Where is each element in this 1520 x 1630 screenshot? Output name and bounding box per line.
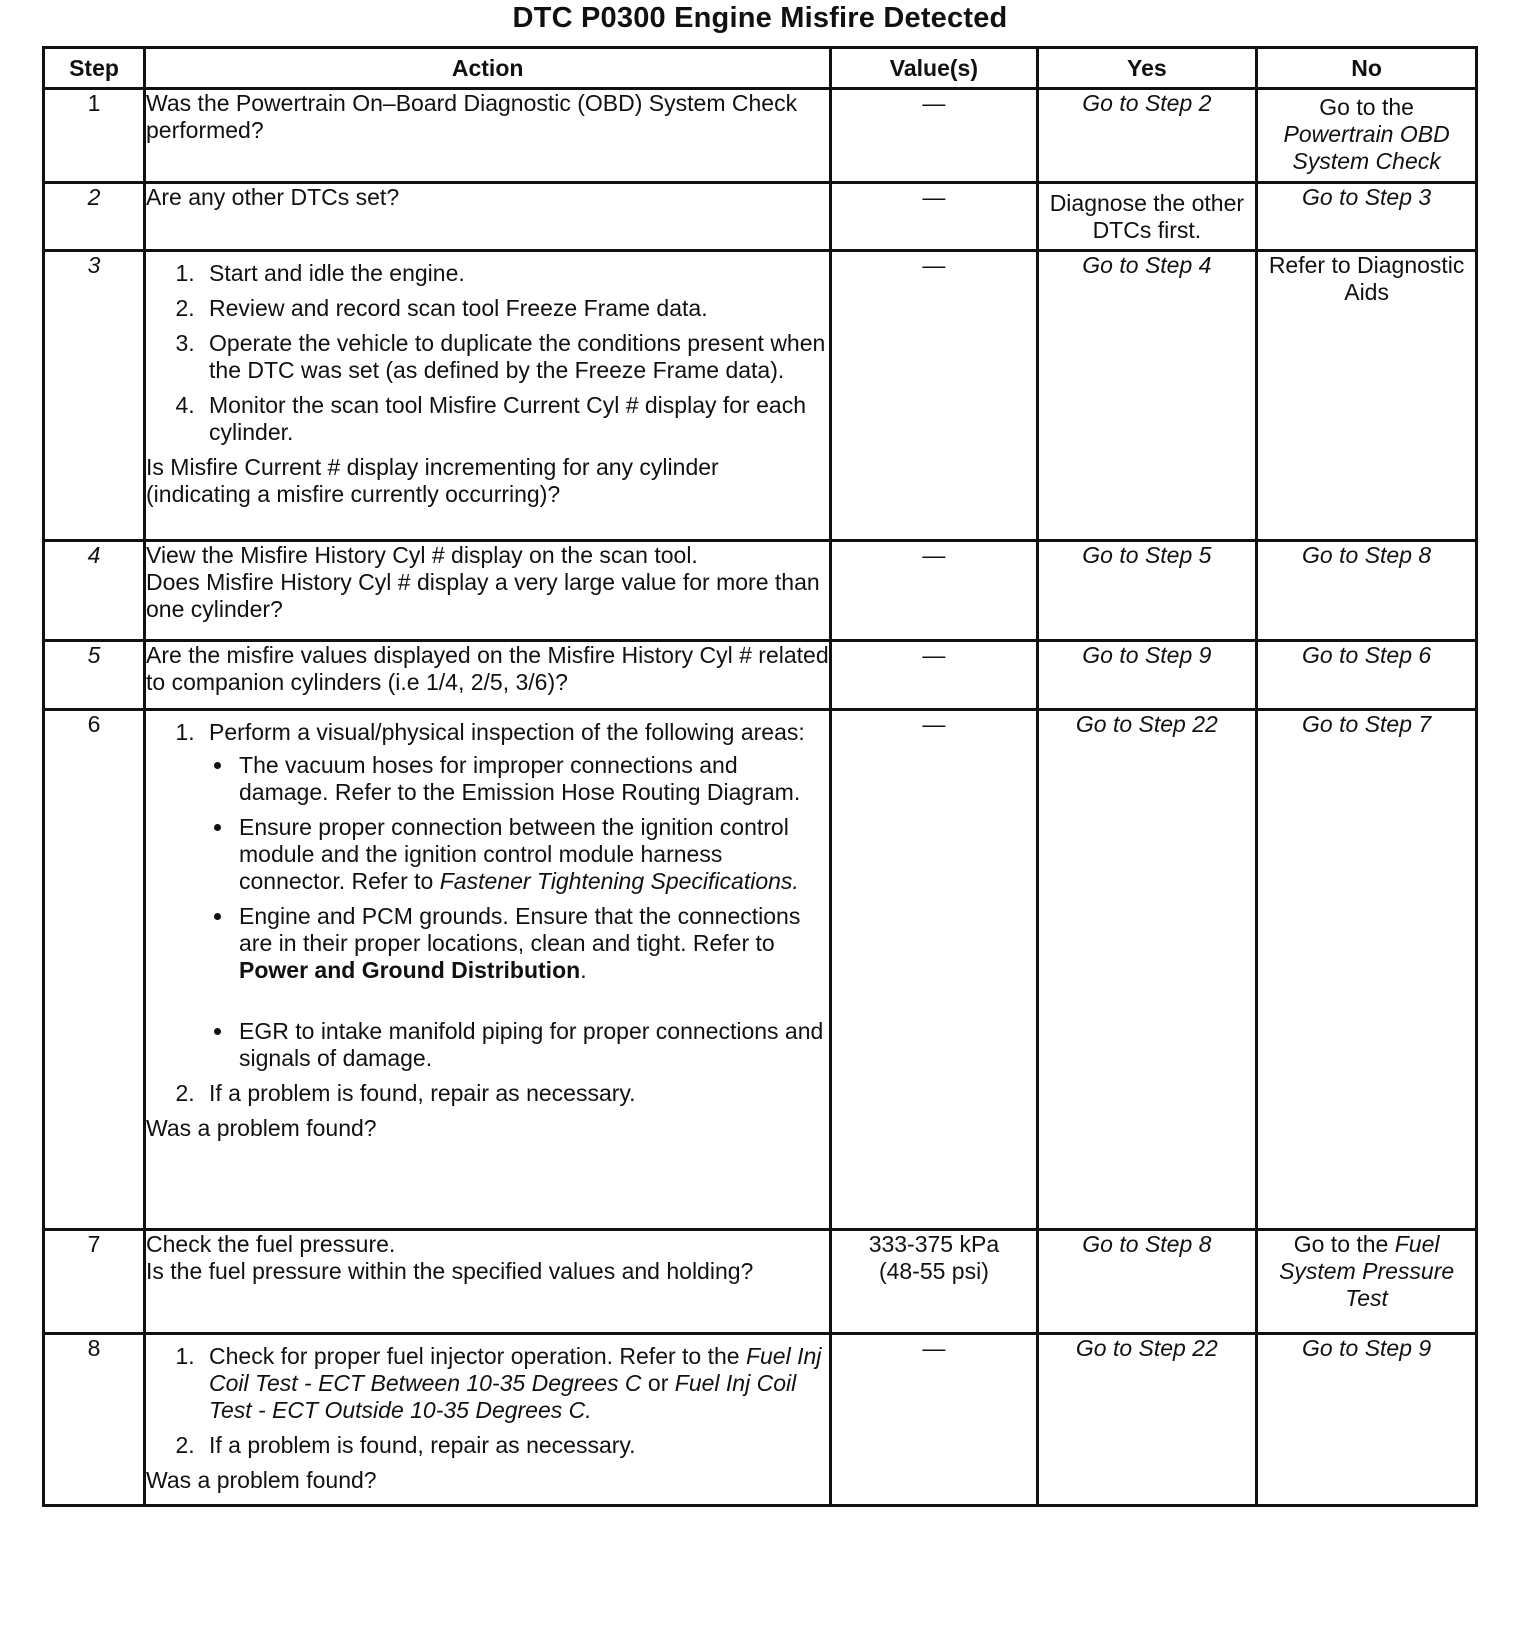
action-question: Is the fuel pressure within the specified values and holding? [146,1258,754,1284]
action-step-item: 2. Review and record scan tool Freeze Frame data. [201,295,829,322]
yes-cell [1037,541,1257,641]
step-number: 7 [44,1230,145,1334]
no-cell [1257,251,1477,541]
no-prefix: Go to the [1293,1231,1389,1257]
yes-link[interactable]: Go to Step 9 [1082,642,1212,668]
action-question: Is Misfire Current # display incrementing for any cylinder (indicating a misfire currently occurring)? [146,454,719,507]
value-cell [831,1230,1037,1334]
reference-link[interactable]: Fuel Inj Coil Test - ECT Between 10-35 Degrees C [209,1343,822,1396]
no-cell [1257,89,1477,183]
yes-cell [1037,1334,1257,1506]
yes-link[interactable]: Go to Step 2 [1082,90,1212,116]
action-step-item: 2. If a problem is found, repair as necessary. [201,1432,829,1459]
table-row-step-6 [44,710,1477,1230]
action-text: Check the fuel pressure. [146,1231,396,1257]
action-step-item: 4. Monitor the scan tool Misfire Current Cyl # display for each cylinder. [201,392,829,446]
bullet-punct: . [580,957,587,983]
diagnostic-table [42,46,1478,1507]
table-row-step-8 [44,1334,1477,1506]
action-cell [145,251,831,541]
step-number: 2 [44,183,145,251]
value-cell: — [831,1334,1037,1506]
action-step-item: 2. If a problem is found, repair as necessary. [201,1080,829,1107]
reference-link[interactable]: Fastener Tightening Specifications. [439,868,799,894]
value-cell: — [831,183,1037,251]
header-yes: Yes [1037,48,1257,89]
header-no: No [1257,48,1477,89]
table-row-step-7 [44,1230,1477,1334]
step-number: 8 [44,1334,145,1506]
no-cell [1257,1230,1477,1334]
action-steps [146,719,829,1107]
yes-link[interactable]: Go to Step 4 [1082,252,1212,278]
step-number: 4 [44,541,145,641]
yes-cell [1037,183,1257,251]
no-cell [1257,710,1477,1230]
yes-link[interactable]: Go to Step 22 [1075,711,1218,737]
table-row-step-4 [44,541,1477,641]
step-number: 6 [44,710,145,1230]
inspection-area-item [235,814,829,895]
action-step-text: Check for proper fuel injector operation. Refer to the [209,1343,740,1369]
reference-link[interactable]: Power and Ground Distribution [239,957,581,983]
action-step-text: or [647,1370,669,1396]
yes-cell [1037,710,1257,1230]
action-cell [145,1230,831,1334]
action-step-item [201,719,829,1072]
step-number: 5 [44,641,145,710]
table-row-step-5 [44,641,1477,710]
action-text: Are any other DTCs set? [146,184,400,210]
table-row-step-3 [44,251,1477,541]
step-number: 1 [44,89,145,183]
no-link[interactable]: Powertrain OBD System Check [1283,121,1450,174]
action-text: Are the misfire values displayed on the Misfire History Cyl # related to companion cylinders (i.e 1/4, 2/5, 3/6)? [146,642,829,695]
no-cell [1257,641,1477,710]
inspection-area-item: • EGR to intake manifold piping for proper connections and signals of damage. [235,1018,829,1072]
no-link[interactable]: Go to Step 6 [1302,642,1432,668]
action-step-item: 3. Operate the vehicle to duplicate the conditions present when the DTC was set (as defined by the Freeze Frame data). [201,330,829,384]
value-cell: — [831,89,1037,183]
inspection-areas [209,752,829,1072]
reference-link[interactable]: Fuel Inj Coil Test - ECT Outside 10-35 Degrees C. [209,1370,797,1423]
yes-link[interactable]: Go to Step 22 [1075,1335,1218,1361]
value-line: (48-55 psi) [878,1258,989,1284]
action-cell [145,183,831,251]
inspection-area-item [235,903,829,984]
action-question: Was a problem found? [146,1115,377,1141]
no-link[interactable]: Go to Step 9 [1302,1335,1432,1361]
no-cell [1257,1334,1477,1506]
yes-cell [1037,1230,1257,1334]
action-step-item: 1. Start and idle the engine. [201,260,829,287]
value-line: 333-375 kPa [868,1231,1000,1257]
yes-cell [1037,89,1257,183]
yes-cell [1037,251,1257,541]
page-title: DTC P0300 Engine Misfire Detected [512,2,1008,34]
action-cell [145,541,831,641]
no-prefix: Go to the [1319,94,1414,120]
bullet-text: Engine and PCM grounds. Ensure that the connections are in their proper locations, clean and tight. Refer to [239,903,801,956]
table-header-row [44,48,1477,89]
table-row-step-1 [44,89,1477,183]
header-values: Value(s) [831,48,1037,89]
action-cell [145,641,831,710]
yes-text: Diagnose the other DTCs first. [1049,189,1245,243]
action-text: Was the Powertrain On–Board Diagnostic (OBD) System Check performed? [146,90,798,143]
header-action: Action [145,48,831,89]
action-text: View the Misfire History Cyl # display on the scan tool. [146,542,698,568]
value-cell: — [831,641,1037,710]
value-cell: — [831,710,1037,1230]
action-cell [145,89,831,183]
action-steps [146,1343,829,1459]
action-cell [145,1334,831,1506]
yes-link[interactable]: Go to Step 8 [1082,1231,1212,1257]
value-cell: — [831,541,1037,641]
no-link[interactable]: Go to Step 3 [1302,184,1432,210]
action-steps [146,260,829,446]
action-question: Was a problem found? [146,1467,377,1493]
yes-cell [1037,641,1257,710]
action-question: Does Misfire History Cyl # display a very large value for more than one cylinder? [146,569,820,622]
table-row-step-2 [44,183,1477,251]
value-cell: — [831,251,1037,541]
no-cell [1257,541,1477,641]
no-link[interactable]: Go to Step 7 [1302,711,1432,737]
no-link[interactable]: Fuel System Pressure Test [1279,1231,1455,1311]
action-step-text: Perform a visual/physical inspection of the following areas: [209,719,805,745]
step-number: 3 [44,251,145,541]
no-cell [1257,183,1477,251]
no-link[interactable]: Refer to Diagnostic Aids [1268,252,1465,305]
no-link[interactable]: Go to Step 8 [1302,542,1432,568]
yes-link[interactable]: Go to Step 5 [1082,542,1212,568]
action-cell [145,710,831,1230]
action-step-item [201,1343,829,1424]
bullet-text: Ensure proper connection between the ignition control module and the ignition control module harness connector. Refer to [239,814,789,894]
header-step: Step [44,48,145,89]
inspection-area-item: • The vacuum hoses for improper connections and damage. Refer to the Emission Hose Routing Diagram. [235,752,829,806]
